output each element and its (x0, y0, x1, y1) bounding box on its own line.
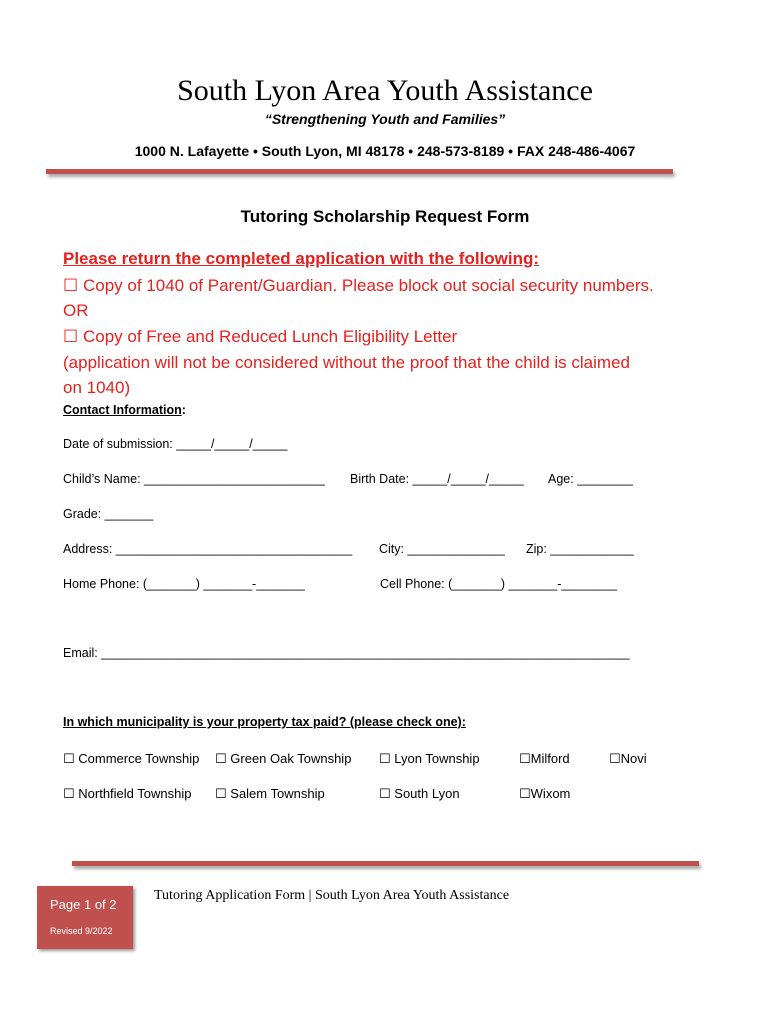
organization-name: South Lyon Area Youth Assistance (177, 74, 593, 107)
municipality-option-lyon[interactable] (379, 751, 480, 767)
email-field[interactable]: Email: ____________________________________________________________________________ (63, 646, 630, 660)
checkbox-icon[interactable]: ☐ (215, 751, 227, 766)
checkbox-icon[interactable]: ☐ (215, 786, 227, 801)
requirement-note-cont: on 1040) (63, 378, 131, 397)
page-number: Page 1 of 2 (50, 897, 117, 912)
checkbox-icon[interactable]: ☐ (519, 751, 531, 766)
child-name-field[interactable]: Child’s Name: __________________________ (63, 472, 325, 486)
checkbox-icon[interactable]: ☐ (379, 786, 391, 801)
option-label: Salem Township (226, 786, 325, 801)
address-field[interactable]: Address: __________________________________ (63, 542, 353, 556)
municipality-question: In which municipality is your property tax paid? (please check one): (63, 715, 466, 729)
requirement-1040-label: Copy of 1040 of Parent/Guardian. Please block out social security numbers. (78, 276, 654, 295)
checkbox-icon[interactable]: ☐ (519, 786, 531, 801)
requirement-lunch-letter-label: Copy of Free and Reduced Lunch Eligibility Letter (78, 327, 458, 346)
requirement-lunch-letter (63, 327, 457, 347)
form-title: Tutoring Scholarship Request Form (240, 207, 530, 226)
checkbox-icon: ☐ (63, 327, 79, 346)
birth-date-field[interactable]: Birth Date: _____/_____/_____ (350, 472, 524, 486)
municipality-option-south-lyon[interactable] (379, 786, 460, 802)
option-label: Green Oak Township (226, 751, 352, 766)
municipality-option-salem[interactable] (215, 786, 325, 802)
municipality-option-commerce[interactable] (63, 751, 199, 767)
municipality-option-novi[interactable] (609, 751, 647, 767)
requirement-1040 (63, 276, 654, 296)
zip-field[interactable]: Zip: ____________ (526, 542, 634, 556)
checkbox-icon: ☐ (63, 276, 79, 295)
municipality-option-wixom[interactable] (519, 786, 570, 802)
requirement-note: (application will not be considered without the proof that the child is claimed (63, 353, 630, 372)
municipality-option-northfield[interactable] (63, 786, 191, 802)
option-label: Wixom (530, 786, 571, 801)
checkbox-icon[interactable]: ☐ (63, 786, 75, 801)
footer-text: Tutoring Application Form | South Lyon Area Youth Assistance (154, 888, 510, 903)
grade-field[interactable]: Grade: _______ (63, 507, 154, 521)
header-divider (46, 169, 673, 174)
age-field[interactable]: Age: ________ (548, 472, 633, 486)
option-label: Milford (530, 751, 570, 766)
checkbox-icon[interactable]: ☐ (379, 751, 391, 766)
municipality-option-green-oak[interactable] (215, 751, 351, 767)
contact-heading: Contact Information (63, 403, 182, 417)
organization-address: 1000 N. Lafayette • South Lyon, MI 48178 • 248-573-8189 • FAX 248-486-4067 (134, 143, 636, 159)
option-label: Novi (620, 751, 647, 766)
footer-divider (72, 861, 699, 866)
checkbox-icon[interactable]: ☐ (609, 751, 621, 766)
cell-phone-field[interactable]: Cell Phone: (_______) _______-________ (380, 577, 617, 591)
option-label: Commerce Township (74, 751, 200, 766)
city-field[interactable]: City: ______________ (379, 542, 505, 556)
date-of-submission-field[interactable]: Date of submission: _____/_____/_____ (63, 437, 288, 451)
checkbox-icon[interactable]: ☐ (63, 751, 75, 766)
municipality-option-milford[interactable] (519, 751, 570, 767)
page-badge (37, 886, 133, 949)
requirement-or: OR (63, 301, 89, 320)
revision-date: Revised 9/2022 (50, 926, 113, 936)
contact-heading-wrap (63, 403, 186, 417)
tagline: “Strengthening Youth and Families” (264, 111, 506, 127)
requirements-heading: Please return the completed application with the following: (63, 249, 540, 268)
home-phone-field[interactable]: Home Phone: (_______) _______-_______ (63, 577, 305, 591)
contact-heading-colon: : (181, 403, 186, 417)
option-label: Northfield Township (74, 786, 192, 801)
option-label: South Lyon (390, 786, 460, 801)
option-label: Lyon Township (390, 751, 480, 766)
